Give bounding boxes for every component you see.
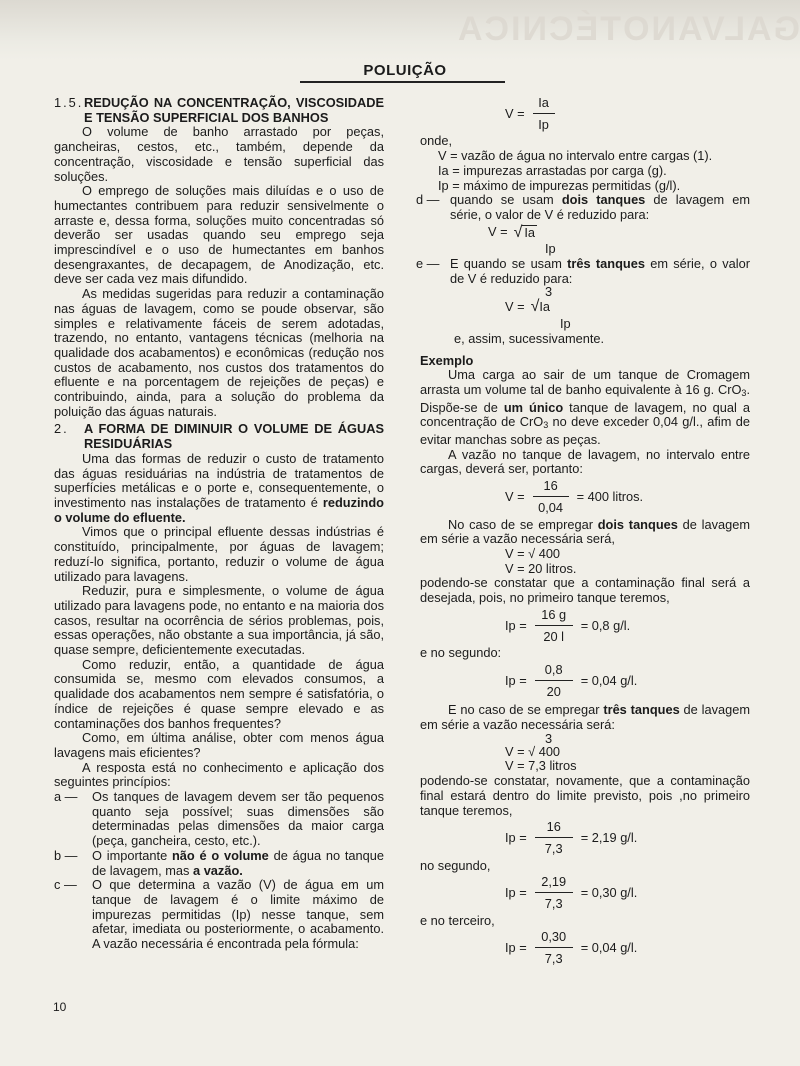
fraction-bar bbox=[533, 113, 555, 114]
numerator: 16 bbox=[546, 819, 561, 835]
formula-result: = 0,30 g/l. bbox=[580, 885, 638, 901]
text-span: quando se usam bbox=[450, 192, 562, 208]
item-label: a — bbox=[54, 789, 78, 805]
item-label: b — bbox=[54, 847, 78, 863]
paragraph: e no segundo: bbox=[420, 645, 502, 661]
fraction-bar bbox=[533, 496, 569, 497]
fraction bbox=[533, 96, 555, 132]
formula-result: = 0,04 g/l. bbox=[580, 672, 638, 688]
item-text bbox=[450, 257, 750, 286]
section-title: A FORMA DE DIMINUIR O VOLUME DE ÁGUAS RESIDUÁRIAS bbox=[84, 421, 384, 452]
paragraph: podendo-se constatar, novamente, que a contaminação final estará dentro do limite previsto, pois ,no primeiro tanque teremos, bbox=[420, 773, 750, 818]
denominator: 7,3 bbox=[544, 951, 563, 967]
paragraph: Como, em última análise, obter com menos água lavagens mais eficientes? bbox=[54, 730, 384, 760]
item-text bbox=[92, 849, 384, 878]
item-label: c — bbox=[54, 877, 77, 893]
section-number: 2. bbox=[54, 421, 69, 437]
numerator: 2,19 bbox=[541, 874, 567, 890]
formula-result: = 400 litros. bbox=[576, 489, 644, 505]
paragraph: O emprego de soluções mais diluídas e o uso de humectantes contribuem para reduzir sensivelmente o arraste e, dessa forma, soluções muito concentradas só deverão ser usadas quando seu emprego seja imprescindível e o uso de humectantes em banhos desengraxantes, de decapagem, de Anodização, etc. deve ser cada vez mais difundido. bbox=[54, 183, 384, 287]
fraction bbox=[535, 820, 573, 856]
text-span: O importante bbox=[92, 847, 172, 863]
denominator: 20 bbox=[546, 683, 561, 699]
radicand: Ia bbox=[539, 299, 551, 315]
formula-single-tank bbox=[420, 479, 750, 515]
text-span: no deve exceder 0,04 g/l., afim de evitar manchas sobre as peças. bbox=[420, 414, 751, 448]
definition: Ia = impurezas arrastadas por carga (g). bbox=[438, 162, 667, 178]
text-span: de lavagem em série a vazão necessária será, bbox=[420, 516, 751, 547]
definition: Ip = máximo de impurezas permitidas (g/l). bbox=[438, 177, 681, 193]
formula-result: = 0,04 g/l. bbox=[580, 940, 638, 956]
header-show-through-text: GALVANOTÉCNICA bbox=[455, 10, 800, 48]
paragraph: onde, bbox=[420, 133, 453, 149]
formula-lhs: Ip = bbox=[505, 830, 527, 846]
denominator: Ip bbox=[545, 241, 556, 257]
sqrt bbox=[514, 225, 537, 241]
fraction bbox=[535, 930, 573, 966]
fraction-bar bbox=[535, 680, 573, 681]
bold-text: reduzindo o volume do efluente. bbox=[54, 494, 384, 525]
text-span: Uma das formas de reduzir o custo de tratamento das águas residuárias na indústria de tratamentos de superfícies metálicas e o porte e, consequentemente, o investimento nas instalações de tratamento é bbox=[54, 450, 384, 510]
text-span: em série, o valor de V é reduzido para: bbox=[450, 256, 750, 286]
item-text: Os tanques de lavagem devem ser tão pequenos quanto seja possível; suas dimensões são determinadas pelas dimensões da maior carga (peça, gancheira, cesto, etc.). bbox=[92, 789, 384, 849]
paragraph bbox=[420, 368, 750, 448]
formula-result: = 2,19 g/l. bbox=[580, 830, 638, 846]
text-span: . Dispõe-se de bbox=[420, 381, 750, 415]
numerator: 16 bbox=[543, 478, 558, 494]
item-text bbox=[450, 193, 750, 222]
fraction-bar bbox=[535, 837, 573, 838]
numerator: 0,30 bbox=[541, 929, 567, 945]
paragraph: no segundo, bbox=[420, 857, 491, 873]
formula-lhs: Ip = bbox=[505, 940, 527, 956]
text-span: de lavagem em série, o valor de V é reduzido para: bbox=[450, 192, 750, 222]
bold-text: dois tanques bbox=[561, 192, 646, 208]
formula-tank-1 bbox=[420, 820, 750, 856]
list-item-e bbox=[416, 257, 750, 286]
subscript: 3 bbox=[543, 420, 549, 431]
subheading-exemplo: Exemplo bbox=[420, 352, 474, 368]
sqrt-symbol: √ bbox=[513, 223, 523, 241]
radicand: Ia bbox=[524, 224, 536, 240]
formula-first-tank bbox=[420, 608, 750, 644]
sqrt-symbol: √ bbox=[530, 298, 540, 316]
paragraph: A resposta está no conhecimento e aplicação dos seguintes princípios: bbox=[54, 759, 384, 790]
formula-lhs: V = bbox=[505, 105, 525, 121]
text-span: tanque de lavagem, no qual a concentração de CrO bbox=[420, 399, 750, 430]
text-span: No caso de se empregar bbox=[448, 516, 598, 532]
paragraph: A vazão no tanque de lavagem, no intervalo entre cargas, deverá ser, portanto: bbox=[420, 446, 750, 477]
page-number: 10 bbox=[53, 1000, 67, 1014]
paragraph: Vimos que o principal efluente dessas indústrias é constituído, principalmente, por águas de lavagem; reduzí-lo significa, portanto, reduzir o volume de água utilizado para lavagens. bbox=[54, 524, 384, 584]
fraction-bar bbox=[535, 947, 573, 948]
bold-text: não é o volume bbox=[171, 847, 269, 863]
subscript: 3 bbox=[741, 387, 747, 398]
definition: V = vazão de água no intervalo entre cargas (1). bbox=[438, 148, 713, 164]
root-index: 3 bbox=[545, 284, 553, 300]
fraction bbox=[535, 875, 573, 911]
formula-v bbox=[420, 96, 750, 132]
equation-line: V = 20 litros. bbox=[505, 560, 577, 576]
equation-line: V = √ 400 bbox=[505, 545, 561, 561]
fraction-bar bbox=[535, 625, 573, 626]
numerator: 0,8 bbox=[544, 661, 563, 677]
item-text: O que determina a vazão (V) de água em um tanque de lavagem é o limite máximo de impurezas permitidas (Ip) nesse tanque, sem afetar, imediata ou posteriormente, o acabamento. A vazão necessária é encontrada pela fórmula: bbox=[92, 877, 384, 952]
bold-text: três tanques bbox=[567, 256, 645, 272]
section-heading-2 bbox=[54, 422, 384, 451]
paragraph: As medidas sugeridas para reduzir a contaminação nas águas de lavagem, como se poude observar, são simples e relativamente fáceis de serem adotadas, trazendo, no entanto, vantagens técnicas (melhoria na qualidade dos acabamentos) e econômicas (redução nos custos de acabamento, nos custos dos tratamentos do efluente e na porcentagem de rejeições de peças) e contribuindo, ainda, para a solução do problema da poluição das águas naturais. bbox=[54, 286, 384, 419]
sqrt bbox=[531, 300, 550, 315]
left-column bbox=[54, 96, 384, 952]
section-title: REDUÇÃO NA CONCENTRAÇÃO, VISCOSIDADE E TENSÃO SUPERFICIAL DOS BANHOS bbox=[84, 95, 384, 125]
text-span: de água no tanque de lavagem, mas bbox=[92, 847, 384, 878]
denominator: Ip bbox=[538, 116, 549, 132]
numerator: Ia bbox=[538, 95, 549, 110]
denominator: 7,3 bbox=[544, 896, 563, 912]
paragraph bbox=[54, 452, 384, 526]
fraction bbox=[535, 608, 573, 644]
formula-second-tank bbox=[420, 663, 750, 699]
formula-three-tanks bbox=[420, 300, 750, 315]
root-index: 3 bbox=[545, 730, 553, 746]
denominator: Ip bbox=[560, 316, 571, 332]
formula-lhs: V = bbox=[505, 489, 525, 505]
formula-tank-3 bbox=[420, 930, 750, 966]
section-heading-1-5 bbox=[54, 96, 384, 125]
text-span: Uma carga ao sair de um tanque de Cromagem arrasta um volume tal de banho equivalente à 16 g. CrO bbox=[420, 367, 750, 397]
paragraph: podendo-se constatar que a contaminação final será a desejada, pois, no primeiro tanque teremos, bbox=[420, 575, 750, 606]
text-span: E no caso de se empregar bbox=[448, 702, 604, 718]
fraction-bar bbox=[535, 892, 573, 893]
paragraph bbox=[420, 703, 750, 732]
list-item-b bbox=[54, 849, 384, 878]
fraction bbox=[533, 479, 569, 515]
bold-text: um único bbox=[503, 399, 564, 415]
text-span: de lavagem em série a vazão necessária será: bbox=[420, 702, 750, 733]
paragraph: e, assim, sucessivamente. bbox=[454, 330, 605, 346]
denominator: 20 l bbox=[543, 628, 565, 644]
formula-lhs: Ip = bbox=[505, 672, 527, 688]
paragraph bbox=[420, 518, 750, 547]
denominator: 0,04 bbox=[538, 499, 564, 515]
paragraph: O volume de banho arrastado por peças, gancheiras, cestos, etc., também, depende da concentração, viscosidade e tensão superficial das soluções. bbox=[54, 124, 384, 184]
paragraph: Como reduzir, então, a quantidade de água consumida se, mesmo com elevados consumos, a qualidade dos acabamentos nem sempre é satisfatória, o índice de rejeições é quase sempre elevado e as contaminações dos banhos frequentes? bbox=[54, 656, 384, 731]
denominator: 7,3 bbox=[544, 840, 563, 856]
formula-result: = 0,8 g/l. bbox=[580, 617, 631, 633]
formula-lhs: Ip = bbox=[505, 617, 527, 633]
text-span: E quando se usam bbox=[450, 256, 568, 272]
item-label: e — bbox=[416, 256, 440, 272]
right-column bbox=[416, 94, 751, 969]
paragraph: e no terceiro, bbox=[420, 912, 495, 928]
numerator: 16 g bbox=[541, 606, 567, 622]
equation-line: V = √ 400 bbox=[505, 743, 561, 759]
list-item-d bbox=[416, 193, 750, 222]
item-label: d — bbox=[416, 192, 440, 208]
formula-lhs: V = bbox=[505, 299, 525, 315]
formula-lhs: V = bbox=[488, 224, 508, 240]
fraction bbox=[535, 663, 573, 699]
section-headline: POLUIÇÃO bbox=[363, 62, 447, 79]
bold-text: dois tanques bbox=[597, 516, 678, 532]
list-item-a bbox=[54, 790, 384, 849]
list-item-c bbox=[54, 878, 384, 952]
equation-line: V = 7,3 litros bbox=[505, 758, 577, 774]
formula-tank-2 bbox=[420, 875, 750, 911]
bold-text: a vazão. bbox=[193, 862, 243, 878]
headline-rule bbox=[300, 81, 505, 83]
bold-text: três tanques bbox=[603, 702, 680, 718]
formula-lhs: Ip = bbox=[505, 885, 527, 901]
formula-two-tanks bbox=[420, 225, 750, 241]
paragraph: Reduzir, pura e simplesmente, o volume de água utilizado para lavagens pode, no entanto e na maioria dos casos, resultar na ocorrência de sérios problemas, pois, essas operações, não obstante a sua importância, já são, quase sempre, deficientemente executadas. bbox=[54, 583, 384, 658]
section-number: 1.5. bbox=[54, 95, 84, 110]
